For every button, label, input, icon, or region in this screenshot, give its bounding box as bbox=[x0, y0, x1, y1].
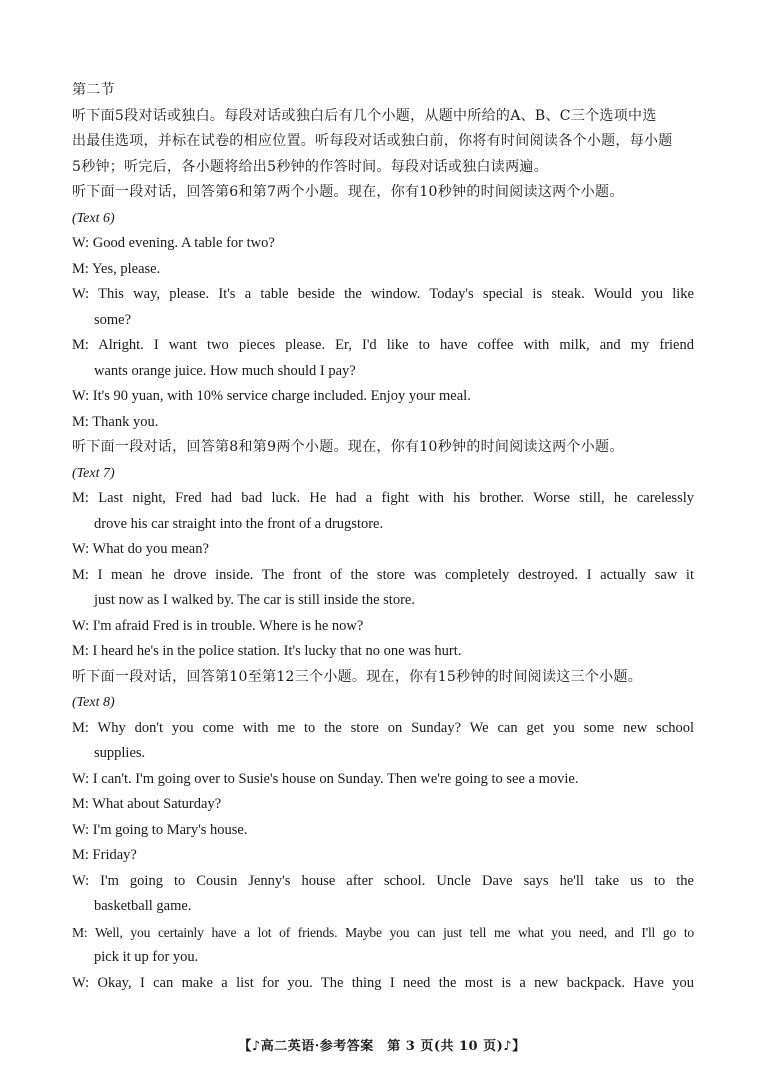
dialogue-line: W: I'm afraid Fred is in trouble. Where is he now? bbox=[72, 617, 364, 634]
dialogue-line: W: I can't. I'm going over to Susie's house on Sunday. Then we're going to see a movie. bbox=[72, 770, 579, 787]
dialogue-line: M: What about Saturday? bbox=[72, 796, 222, 812]
text-8-label: (Text 8) bbox=[72, 695, 115, 710]
dialogue-line: W: I'm going to Cousin Jenny's house after school. Uncle Dave says he'll take us to the bbox=[72, 872, 694, 889]
instruction-line: 5秒钟；听完后，各小题将给出5秒钟的作答时间。每段对话或独白读两遍。 bbox=[72, 158, 549, 175]
instruction-line: 出最佳选项，并标在试卷的相应位置。听每段对话或独白前，你将有时间阅读各个小题，每小题 bbox=[72, 133, 673, 149]
dialogue-line: basketball game. bbox=[94, 898, 192, 914]
dialogue-line: just now as I walked by. The car is still inside the store. bbox=[94, 592, 415, 608]
dialogue-line: M: Why don't you come with me to the store on Sunday? We can get you some new school bbox=[72, 719, 694, 736]
dialogue-line: some? bbox=[94, 311, 132, 328]
dialogue-line: W: It's 90 yuan, with 10% service charge included. Enjoy your meal. bbox=[72, 388, 471, 404]
instruction-line: 听下面5段对话或独白。每段对话或独白后有几个小题，从题中所给的A、B、C三个选项中选 bbox=[72, 107, 657, 124]
dialogue-line: drove his car straight into the front of a drugstore. bbox=[94, 515, 384, 532]
question-prompt-6-7: 听下面一段对话，回答第6和第7两个小题。现在，你有10秒钟的时间阅读这两个小题。 bbox=[72, 184, 624, 200]
dialogue-line: W: What do you mean? bbox=[72, 541, 209, 557]
dialogue-line: M: Well, you certainly have a lot of friends. Maybe you can just tell me what you need, and I'll go to bbox=[72, 924, 694, 940]
dialogue-line: M: I mean he drove inside. The front of the store was completely destroyed. I actually saw it bbox=[72, 566, 694, 583]
dialogue-line: W: Okay, I can make a list for you. The thing I need the most is a new backpack. Have you bbox=[72, 974, 694, 991]
dialogue-line: wants orange juice. How much should I pay? bbox=[94, 362, 356, 379]
dialogue-line: M: Alright. I want two pieces please. Er, I'd like to have coffee with milk, and my friend bbox=[72, 337, 694, 353]
dialogue-line: supplies. bbox=[94, 745, 146, 761]
dialogue-line: W: Good evening. A table for two? bbox=[72, 235, 275, 251]
dialogue-line: W: This way, please. It's a table beside the window. Today's special is steak. Would you like bbox=[72, 286, 694, 302]
page-footer: 【♪高二英语·参考答案 第 3 页(共 10 页)♪】 bbox=[238, 1039, 526, 1054]
document-page bbox=[72, 78, 694, 996]
text-7-label: (Text 7) bbox=[72, 465, 115, 481]
dialogue-line: M: Last night, Fred had bad luck. He had a fight with his brother. Worse still, he carelessly bbox=[72, 490, 694, 506]
question-prompt-10-12: 听下面一段对话，回答第10至第12三个小题。现在，你有15秒钟的时间阅读这三个小题。 bbox=[72, 668, 643, 685]
text-6-label: (Text 6) bbox=[72, 210, 115, 226]
dialogue-line: pick it up for you. bbox=[94, 949, 199, 965]
dialogue-line: M: Thank you. bbox=[72, 413, 159, 430]
dialogue-line: M: Yes, please. bbox=[72, 260, 161, 277]
section-title: 第二节 bbox=[72, 82, 115, 98]
dialogue-line: M: I heard he's in the police station. It's lucky that no one was hurt. bbox=[72, 643, 462, 659]
dialogue-line: M: Friday? bbox=[72, 847, 137, 863]
dialogue-line: W: I'm going to Mary's house. bbox=[72, 821, 248, 838]
question-prompt-8-9: 听下面一段对话，回答第8和第9两个小题。现在，你有10秒钟的时间阅读这两个小题。 bbox=[72, 439, 624, 455]
